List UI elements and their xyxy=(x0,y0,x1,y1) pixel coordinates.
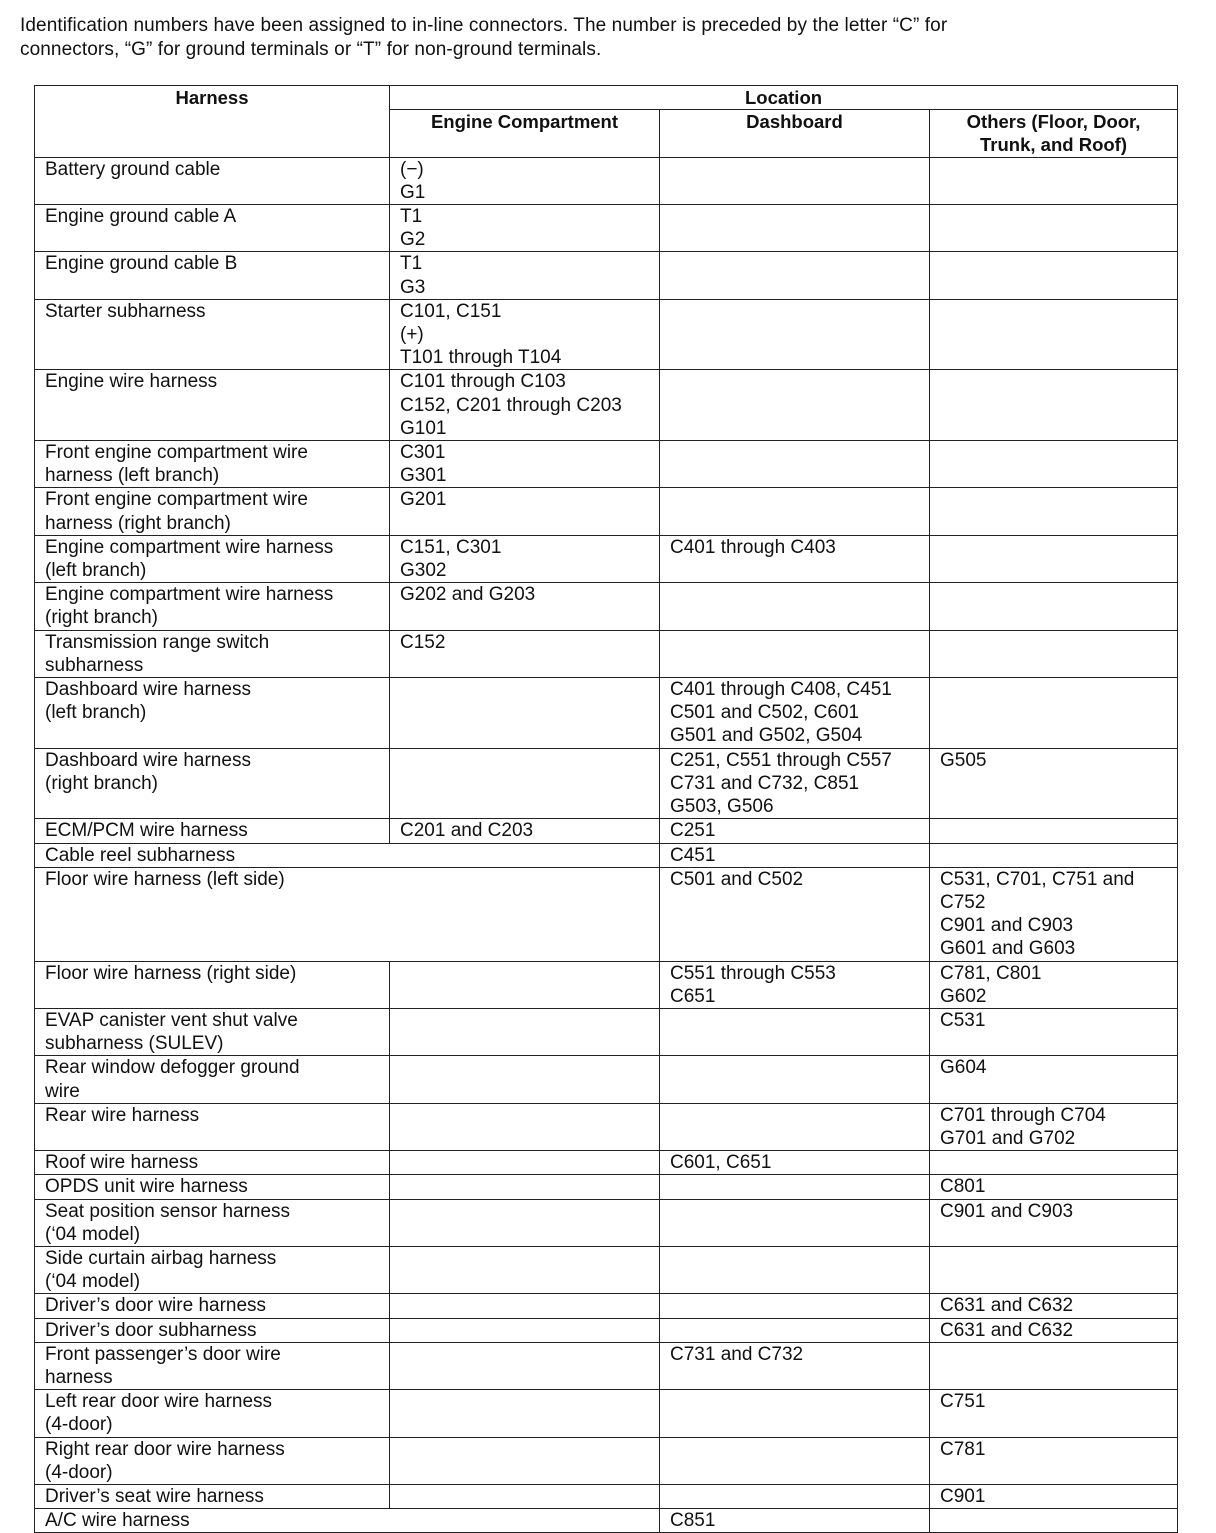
others-cell xyxy=(930,1056,1178,1103)
dashboard-cell xyxy=(660,1008,930,1055)
table-row xyxy=(35,1008,1178,1055)
harness-cell xyxy=(35,205,390,252)
harness-cell-line: Cable reel subharness xyxy=(45,844,236,866)
harness-cell-line: Engine compartment wire harness xyxy=(45,536,334,558)
others-cell-line: C531, C701, C751 and xyxy=(940,868,1135,890)
dashboard-cell xyxy=(660,1246,930,1293)
harness-cell-line: (right branch) xyxy=(45,607,158,629)
engine-compartment-cell xyxy=(390,1342,660,1389)
harness-cell-line: ECM/PCM wire harness xyxy=(45,820,248,842)
table-row xyxy=(35,678,1178,749)
dashboard-cell xyxy=(660,488,930,535)
engine-compartment-cell-line: G2 xyxy=(400,229,426,251)
others-cell xyxy=(930,961,1178,1008)
table-row xyxy=(35,1103,1178,1150)
dashboard-cell-line: C501 and C502, C601 xyxy=(670,702,860,724)
others-cell-line: C901 xyxy=(940,1485,986,1507)
dashboard-cell xyxy=(660,630,930,677)
others-cell xyxy=(930,1342,1178,1389)
harness-cell-line: Side curtain airbag harness xyxy=(45,1247,277,1269)
engine-compartment-cell xyxy=(390,1008,660,1055)
harness-cell-line: Driver’s door wire harness xyxy=(45,1295,267,1317)
dashboard-cell-line: C851 xyxy=(670,1510,716,1532)
others-cell xyxy=(930,1246,1178,1293)
others-header-line-2: Trunk, and Roof) xyxy=(980,134,1127,156)
others-cell-line: G701 and G702 xyxy=(940,1127,1076,1149)
table-row xyxy=(35,1318,1178,1342)
dashboard-cell xyxy=(660,205,930,252)
engine-compartment-cell xyxy=(390,535,660,582)
engine-compartment-cell-line: T101 through T104 xyxy=(400,347,562,369)
harness-cell xyxy=(35,1390,390,1437)
table-row xyxy=(35,205,1178,252)
others-cell xyxy=(930,205,1178,252)
others-cell-line: G505 xyxy=(940,749,987,771)
table-row xyxy=(35,535,1178,582)
dashboard-cell xyxy=(660,583,930,630)
dashboard-cell-line: C451 xyxy=(670,844,716,866)
others-cell xyxy=(930,867,1178,961)
engine-compartment-cell-line: C152, C201 through C203 xyxy=(400,394,622,416)
harness-cell-line: Engine compartment wire harness xyxy=(45,584,334,606)
others-cell xyxy=(930,819,1178,843)
engine-compartment-cell xyxy=(390,961,660,1008)
others-cell xyxy=(930,1509,1178,1533)
others-cell xyxy=(930,630,1178,677)
others-cell xyxy=(930,441,1178,488)
engine-compartment-cell xyxy=(390,1437,660,1484)
others-cell xyxy=(930,583,1178,630)
engine-compartment-cell-line: T1 xyxy=(400,206,423,228)
harness-cell xyxy=(35,157,390,204)
harness-column-header: Harness xyxy=(35,86,390,158)
engine-compartment-cell xyxy=(390,1294,660,1318)
table-row xyxy=(35,1246,1178,1293)
engine-compartment-cell xyxy=(390,370,660,441)
others-cell xyxy=(930,1199,1178,1246)
engine-compartment-cell-line: T1 xyxy=(400,253,423,275)
dashboard-cell xyxy=(660,843,930,867)
engine-compartment-cell xyxy=(390,205,660,252)
harness-cell xyxy=(35,1056,390,1103)
harness-cell-line: (‘04 model) xyxy=(45,1271,141,1293)
table-row xyxy=(35,1294,1178,1318)
harness-cell xyxy=(35,1175,390,1199)
engine-compartment-cell-line: G202 and G203 xyxy=(400,584,536,606)
engine-compartment-cell-line: C152 xyxy=(400,631,446,653)
harness-cell-line: Front passenger’s door wire xyxy=(45,1343,281,1365)
dashboard-cell-line: C731 and C732, C851 xyxy=(670,772,860,794)
engine-compartment-cell xyxy=(390,1246,660,1293)
others-cell xyxy=(930,1175,1178,1199)
dashboard-cell xyxy=(660,157,930,204)
dashboard-cell xyxy=(660,1484,930,1508)
engine-compartment-cell-line: C101 through C103 xyxy=(400,371,566,393)
harness-cell-line: Engine ground cable A xyxy=(45,206,237,228)
dashboard-cell xyxy=(660,748,930,819)
harness-cell-line: wire xyxy=(45,1080,80,1102)
table-body xyxy=(35,157,1178,1533)
others-cell xyxy=(930,748,1178,819)
engine-compartment-cell xyxy=(390,1318,660,1342)
dashboard-cell-line: C731 and C732 xyxy=(670,1343,804,1365)
engine-compartment-cell-line: G101 xyxy=(400,417,447,439)
engine-compartment-cell xyxy=(390,630,660,677)
dashboard-cell xyxy=(660,535,930,582)
others-cell xyxy=(930,299,1178,370)
harness-cell-line: Engine wire harness xyxy=(45,371,218,393)
others-cell xyxy=(930,1484,1178,1508)
harness-cell xyxy=(35,252,390,299)
dashboard-cell xyxy=(660,961,930,1008)
table-row xyxy=(35,630,1178,677)
dashboard-cell xyxy=(660,1056,930,1103)
harness-cell-line: A/C wire harness xyxy=(45,1510,190,1532)
others-cell xyxy=(930,535,1178,582)
engine-compartment-cell xyxy=(390,819,660,843)
harness-cell xyxy=(35,1103,390,1150)
table-row xyxy=(35,961,1178,1008)
dashboard-cell-line: C601, C651 xyxy=(670,1152,772,1174)
table-row xyxy=(35,1509,1178,1533)
engine-compartment-cell-line: G301 xyxy=(400,465,447,487)
dashboard-cell xyxy=(660,1199,930,1246)
harness-cell-line: Floor wire harness (left side) xyxy=(45,868,285,890)
others-cell-line: C531 xyxy=(940,1009,986,1031)
harness-cell-line: Engine ground cable B xyxy=(45,253,238,275)
table-row xyxy=(35,583,1178,630)
dashboard-header: Dashboard xyxy=(660,110,930,157)
engine-compartment-cell xyxy=(390,252,660,299)
table-row xyxy=(35,1199,1178,1246)
dashboard-cell-line: C401 through C403 xyxy=(670,536,836,558)
harness-cell xyxy=(35,678,390,749)
table-row xyxy=(35,1390,1178,1437)
engine-compartment-cell xyxy=(390,1484,660,1508)
table-row xyxy=(35,843,1178,867)
engine-compartment-cell xyxy=(390,1390,660,1437)
dashboard-cell xyxy=(660,299,930,370)
harness-cell-line: Right rear door wire harness xyxy=(45,1438,285,1460)
harness-cell xyxy=(35,630,390,677)
others-cell xyxy=(930,843,1178,867)
harness-cell xyxy=(35,1246,390,1293)
harness-cell-line: Starter subharness xyxy=(45,300,206,322)
others-cell xyxy=(930,252,1178,299)
others-cell-line: C631 and C632 xyxy=(940,1319,1074,1341)
dashboard-cell xyxy=(660,867,930,961)
harness-cell xyxy=(35,867,660,961)
harness-cell xyxy=(35,1318,390,1342)
harness-cell xyxy=(35,535,390,582)
engine-compartment-cell-line: (+) xyxy=(400,324,424,346)
others-cell-line: C751 xyxy=(940,1391,986,1413)
others-cell-line: C801 xyxy=(940,1176,986,1198)
dashboard-cell-line: C501 and C502 xyxy=(670,868,804,890)
engine-compartment-cell-line: G1 xyxy=(400,181,426,203)
engine-compartment-cell xyxy=(390,1175,660,1199)
engine-compartment-cell-line: C151, C301 xyxy=(400,536,502,558)
table-row xyxy=(35,441,1178,488)
connector-location-table xyxy=(34,85,1178,1533)
harness-cell-line: Floor wire harness (right side) xyxy=(45,962,297,984)
harness-cell-line: (4-door) xyxy=(45,1461,113,1483)
harness-cell xyxy=(35,961,390,1008)
dashboard-cell xyxy=(660,1342,930,1389)
harness-cell xyxy=(35,1199,390,1246)
others-cell xyxy=(930,157,1178,204)
harness-cell xyxy=(35,370,390,441)
others-cell xyxy=(930,1151,1178,1175)
engine-compartment-cell-line: (−) xyxy=(400,158,424,180)
table-header xyxy=(35,86,1178,158)
others-cell xyxy=(930,370,1178,441)
harness-cell xyxy=(35,819,390,843)
dashboard-cell xyxy=(660,1175,930,1199)
others-cell xyxy=(930,678,1178,749)
table-row xyxy=(35,1056,1178,1103)
engine-compartment-cell xyxy=(390,299,660,370)
engine-compartment-cell-line: C101, C151 xyxy=(400,300,502,322)
harness-cell-line: Roof wire harness xyxy=(45,1152,199,1174)
table-row xyxy=(35,1175,1178,1199)
harness-cell-line: Left rear door wire harness xyxy=(45,1391,273,1413)
intro-line-2: connectors, “G” for ground terminals or “T” for non-ground terminals. xyxy=(20,39,602,60)
harness-cell xyxy=(35,1151,390,1175)
others-cell-line: C781, C801 xyxy=(940,962,1042,984)
dashboard-cell xyxy=(660,1103,930,1150)
harness-cell-line: Transmission range switch xyxy=(45,631,270,653)
others-cell xyxy=(930,1103,1178,1150)
dashboard-cell xyxy=(660,819,930,843)
harness-cell-line: harness xyxy=(45,1366,113,1388)
engine-compartment-cell xyxy=(390,488,660,535)
harness-cell-line: Dashboard wire harness xyxy=(45,749,251,771)
harness-cell-line: OPDS unit wire harness xyxy=(45,1176,248,1198)
dashboard-cell xyxy=(660,678,930,749)
table-row xyxy=(35,748,1178,819)
dashboard-cell-line: C551 through C553 xyxy=(670,962,836,984)
table-row xyxy=(35,1342,1178,1389)
others-cell-line: C701 through C704 xyxy=(940,1104,1106,1126)
harness-cell xyxy=(35,441,390,488)
harness-cell xyxy=(35,1294,390,1318)
dashboard-cell-line: G503, G506 xyxy=(670,796,774,818)
harness-cell xyxy=(35,1437,390,1484)
harness-cell xyxy=(35,1342,390,1389)
others-cell-line: G602 xyxy=(940,985,987,1007)
others-cell xyxy=(930,1390,1178,1437)
engine-compartment-cell xyxy=(390,1056,660,1103)
dashboard-cell-line: G501 and G502, G504 xyxy=(670,725,863,747)
engine-compartment-cell xyxy=(390,583,660,630)
harness-cell-line: (left branch) xyxy=(45,560,147,582)
dashboard-cell xyxy=(660,1437,930,1484)
others-cell xyxy=(930,1008,1178,1055)
others-cell xyxy=(930,1437,1178,1484)
table-row xyxy=(35,299,1178,370)
others-cell-line: C752 xyxy=(940,891,986,913)
harness-cell xyxy=(35,1484,390,1508)
intro-line-1: Identification numbers have been assigned to in-line connectors. The number is preceded by the letter “C” for xyxy=(20,15,948,36)
harness-cell-line: subharness xyxy=(45,654,144,676)
engine-compartment-cell xyxy=(390,441,660,488)
others-cell-line: C781 xyxy=(940,1438,986,1460)
dashboard-cell xyxy=(660,1294,930,1318)
harness-cell-line: Driver’s door subharness xyxy=(45,1319,257,1341)
harness-cell xyxy=(35,843,660,867)
engine-compartment-cell-line: G3 xyxy=(400,276,426,298)
harness-cell xyxy=(35,583,390,630)
dashboard-cell-line: C651 xyxy=(670,985,716,1007)
engine-compartment-header: Engine Compartment xyxy=(390,110,660,157)
harness-cell-line: Rear wire harness xyxy=(45,1104,200,1126)
dashboard-cell xyxy=(660,1390,930,1437)
others-cell xyxy=(930,1318,1178,1342)
harness-cell-line: Seat position sensor harness xyxy=(45,1200,291,1222)
harness-cell-line: (right branch) xyxy=(45,772,158,794)
dashboard-cell-line: C251, C551 through C557 xyxy=(670,749,892,771)
location-column-header: Location xyxy=(390,86,1178,110)
harness-cell-line: (left branch) xyxy=(45,702,147,724)
table-row xyxy=(35,1151,1178,1175)
engine-compartment-cell-line: G302 xyxy=(400,560,447,582)
harness-cell xyxy=(35,1509,660,1533)
others-cell-line: G604 xyxy=(940,1057,987,1079)
harness-cell xyxy=(35,299,390,370)
table-row xyxy=(35,252,1178,299)
engine-compartment-cell xyxy=(390,1151,660,1175)
dashboard-cell xyxy=(660,1318,930,1342)
engine-compartment-cell xyxy=(390,157,660,204)
table-row xyxy=(35,488,1178,535)
table-row xyxy=(35,867,1178,961)
dashboard-cell-line: C401 through C408, C451 xyxy=(670,679,892,701)
table-row xyxy=(35,1437,1178,1484)
table-row xyxy=(35,1484,1178,1508)
others-cell xyxy=(930,1294,1178,1318)
others-cell-line: C901 and C903 xyxy=(940,1200,1074,1222)
engine-compartment-cell xyxy=(390,678,660,749)
others-header-line-1: Others (Floor, Door, xyxy=(966,111,1141,133)
dashboard-cell xyxy=(660,370,930,441)
harness-cell-line: Front engine compartment wire xyxy=(45,442,308,464)
engine-compartment-cell xyxy=(390,748,660,819)
dashboard-cell xyxy=(660,252,930,299)
harness-cell-line: harness (left branch) xyxy=(45,465,220,487)
engine-compartment-cell-line: C301 xyxy=(400,442,446,464)
engine-compartment-cell-line: G201 xyxy=(400,489,447,511)
dashboard-cell xyxy=(660,441,930,488)
engine-compartment-cell xyxy=(390,1199,660,1246)
table-row xyxy=(35,819,1178,843)
harness-cell-line: Battery ground cable xyxy=(45,158,221,180)
engine-compartment-cell xyxy=(390,1103,660,1150)
harness-cell xyxy=(35,1008,390,1055)
others-cell-line: C631 and C632 xyxy=(940,1295,1074,1317)
harness-cell-line: Front engine compartment wire xyxy=(45,489,308,511)
harness-cell-line: EVAP canister vent shut valve xyxy=(45,1009,298,1031)
others-cell-line: C901 and C903 xyxy=(940,915,1074,937)
dashboard-cell xyxy=(660,1509,930,1533)
table-row xyxy=(35,157,1178,204)
intro-paragraph xyxy=(20,14,1200,62)
table-row xyxy=(35,370,1178,441)
harness-cell-line: harness (right branch) xyxy=(45,512,231,534)
dashboard-cell-line: C251 xyxy=(670,820,716,842)
harness-cell xyxy=(35,748,390,819)
harness-cell-line: Driver’s seat wire harness xyxy=(45,1485,264,1507)
others-cell xyxy=(930,488,1178,535)
harness-cell-line: subharness (SULEV) xyxy=(45,1033,224,1055)
harness-cell-line: (‘04 model) xyxy=(45,1223,141,1245)
dashboard-cell xyxy=(660,1151,930,1175)
harness-cell-line: Dashboard wire harness xyxy=(45,679,251,701)
others-header xyxy=(930,110,1178,157)
harness-cell-line: Rear window defogger ground xyxy=(45,1057,300,1079)
engine-compartment-cell-line: C201 and C203 xyxy=(400,820,534,842)
others-cell-line: G601 and G603 xyxy=(940,938,1076,960)
harness-cell xyxy=(35,488,390,535)
harness-cell-line: (4-door) xyxy=(45,1414,113,1436)
